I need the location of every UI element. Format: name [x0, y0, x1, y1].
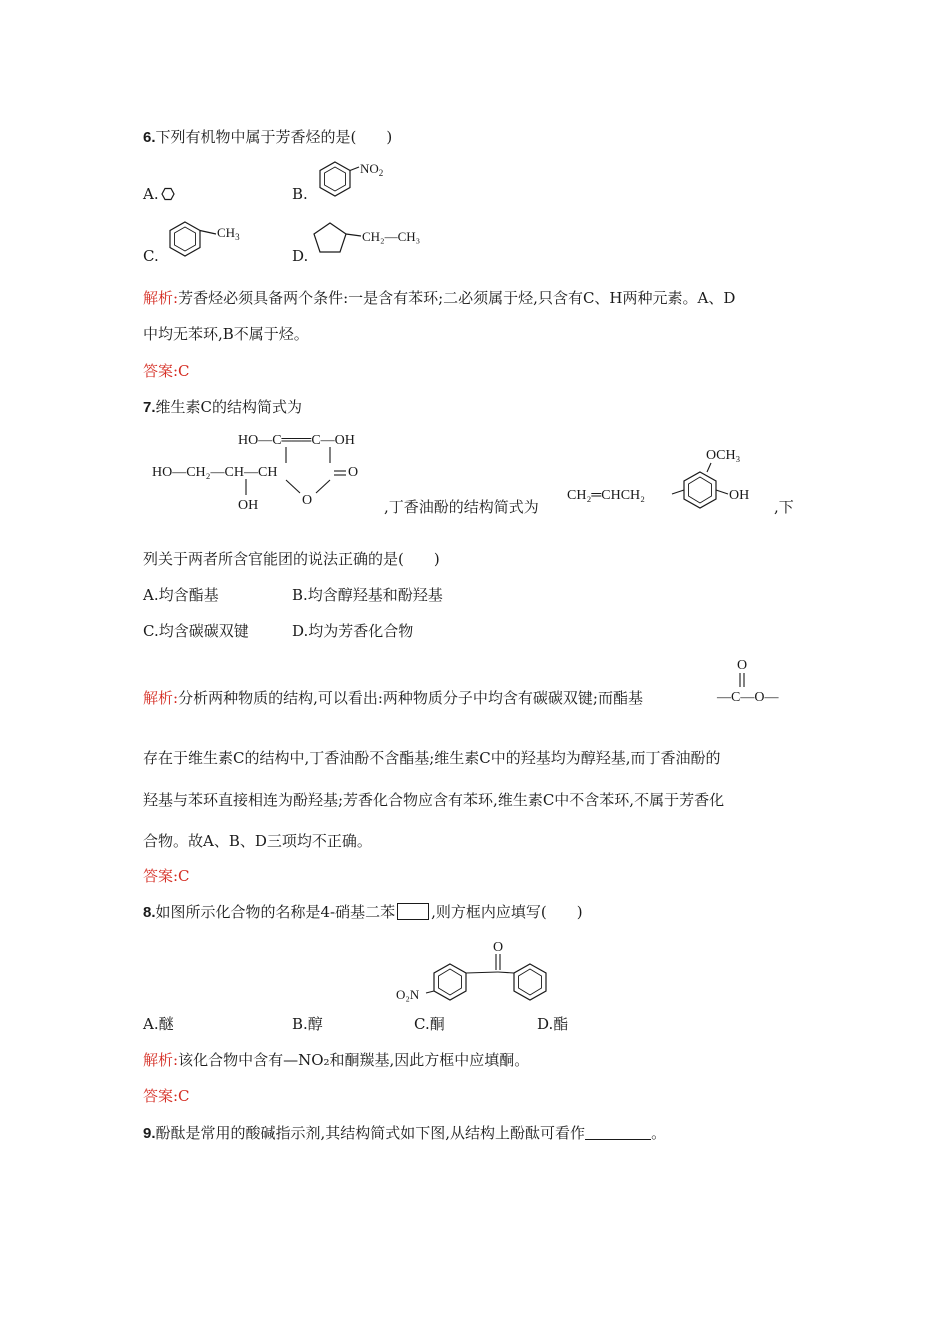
- q7-stem-line-2: 列关于两者所含官能团的说法正确的是( ): [143, 550, 440, 568]
- q7-option-d: D.均为芳香化合物: [292, 622, 414, 640]
- analysis-label: 解析:: [143, 1051, 179, 1069]
- q7-option-a: A.均含酯基: [143, 586, 219, 604]
- q6-option-a: [143, 184, 159, 204]
- question-number: 8.: [143, 904, 156, 921]
- question-text: 如图所示化合物的名称是4-硝基二苯: [155, 903, 396, 921]
- question-8-stem: [143, 902, 583, 923]
- q8-analysis: [143, 1050, 529, 1070]
- q7-analysis-line-2: 存在于维生素C的结构中,丁香油酚不含酯基;维生素C中的羟基均为醇羟基,而丁香油酚的: [143, 749, 721, 767]
- q6-option-c: [143, 246, 159, 266]
- analysis-label: 解析:: [143, 689, 179, 707]
- cyclohexane-structure: [158, 184, 178, 204]
- analysis-label: 解析:: [143, 289, 179, 307]
- q6-answer: 答案:C: [143, 362, 190, 380]
- toluene-structure: [160, 216, 250, 266]
- question-text: 。: [651, 1124, 667, 1142]
- vc-ring-o: O: [302, 493, 313, 508]
- vc-middle-row: HO—CH₂—CH—CH: [152, 465, 278, 480]
- ethylcyclopentane-structure: [306, 216, 436, 266]
- vc-carbonyl-o: O: [348, 465, 359, 480]
- question-text: 酚酞是常用的酸碱指示剂,其结构简式如下图,从结构上酚酞可看作: [155, 1124, 586, 1142]
- q7-option-b: B.均含醇羟基和酚羟基: [292, 586, 443, 604]
- q6-option-b: [292, 184, 308, 204]
- q7-analysis-line-1: [143, 688, 643, 708]
- question-text: 维生素C的结构简式为: [155, 398, 302, 416]
- vitamin-c-structure: [150, 425, 390, 520]
- question-7-stem: [143, 397, 302, 418]
- eugenol-structure: [564, 440, 774, 520]
- q6-analysis-line-2: [143, 324, 309, 344]
- q8-option-c: C.酮: [414, 1015, 445, 1033]
- question-number: 9.: [143, 1125, 156, 1142]
- q7-mid-text: ,丁香油酚的结构简式为: [384, 498, 539, 516]
- q7-option-c: C.均含碳碳双键: [143, 622, 249, 640]
- analysis-text: 中均无苯环,B不属于烃。: [143, 325, 309, 343]
- ester-o: O: [737, 658, 748, 673]
- nitro-label: $NO_2$: [360, 161, 384, 178]
- eugenol-oh: OH: [729, 488, 750, 503]
- ester-chain: —C—O—: [717, 690, 779, 705]
- analysis-text: 芳香烃必须具备两个条件:一是含有苯环;二必须属于烃,只含有C、H两种元素。A、D: [178, 289, 736, 307]
- nitro-label: O₂N: [396, 987, 420, 1002]
- eugenol-chain: CH₂═CHCH₂: [567, 488, 646, 503]
- question-6-stem: [143, 127, 392, 148]
- q7-tail-text: ,下: [774, 498, 794, 516]
- methyl-label: $CH_3$: [217, 225, 240, 242]
- ethyl-label: CH₂—CH₃: [362, 229, 421, 244]
- q7-answer: 答案:C: [143, 867, 190, 885]
- answer-box[interactable]: [397, 903, 429, 920]
- q8-answer: 答案:C: [143, 1087, 190, 1105]
- answer-blank[interactable]: [585, 1125, 651, 1140]
- option-label: A.: [143, 185, 159, 203]
- nitrobenzophenone-structure: [396, 930, 566, 1012]
- q6-analysis-line-1: [143, 288, 735, 308]
- option-label: B.: [292, 185, 308, 203]
- q8-option-d: D.酯: [537, 1015, 569, 1033]
- analysis-text: 分析两种物质的结构,可以看出:两种物质分子中均含有碳碳双键;而酯基: [178, 689, 643, 707]
- q8-option-a: A.醚: [143, 1015, 174, 1033]
- q7-analysis-line-4: 合物。故A、B、D三项均不正确。: [143, 832, 372, 850]
- question-number: 6.: [143, 129, 156, 146]
- analysis-text: 该化合物中含有—NO₂和酮羰基,因此方框中应填酮。: [178, 1051, 530, 1069]
- ester-group-structure: [717, 652, 797, 708]
- option-label: D.: [292, 247, 309, 265]
- q8-option-b: B.醇: [292, 1015, 323, 1033]
- question-9-stem: [143, 1123, 666, 1144]
- vc-oh-label: OH: [238, 498, 259, 513]
- q7-analysis-line-3: 羟基与苯环直接相连为酚羟基;芳香化合物应含有苯环,维生素C中不含苯环,不属于芳香化: [143, 791, 725, 809]
- vc-top-row: HO—C═══C—OH: [238, 433, 355, 448]
- ketone-o: O: [493, 940, 504, 955]
- question-text: 下列有机物中属于芳香烃的是( ): [155, 128, 393, 146]
- option-label: C.: [143, 247, 159, 265]
- question-text: ,则方框内应填写( ): [431, 903, 583, 921]
- eugenol-och3: OCH₃: [706, 448, 741, 463]
- nitrobenzene-structure: [310, 156, 390, 202]
- question-number: 7.: [143, 399, 156, 416]
